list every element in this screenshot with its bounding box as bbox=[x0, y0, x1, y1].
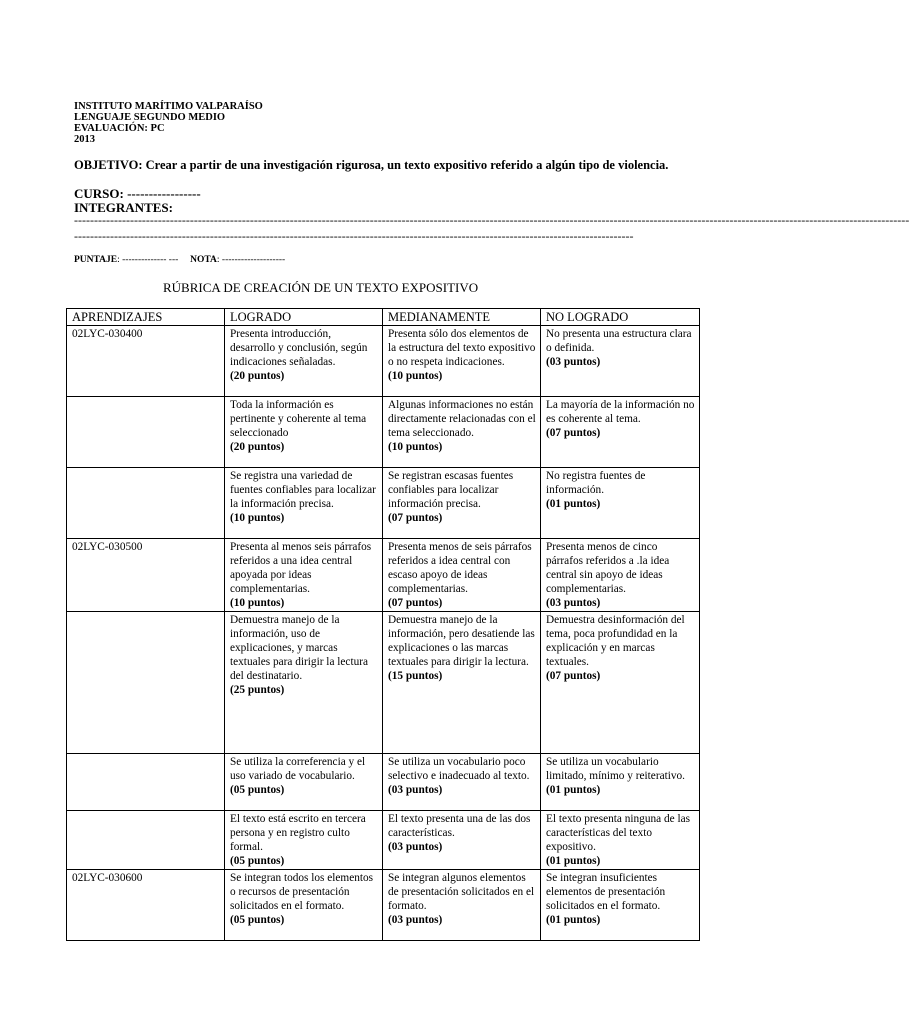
points-label: (03 puntos) bbox=[546, 356, 601, 368]
objective-text: OBJETIVO: Crear a partir de una investigación rigurosa, un texto expositivo referido a algún tipo de violencia. bbox=[74, 158, 669, 172]
criterion-text: Se utiliza un vocabulario poco selectivo e inadecuado al texto. bbox=[388, 756, 530, 782]
logrado-cell bbox=[225, 870, 383, 941]
points-label: (07 puntos) bbox=[546, 427, 601, 439]
no-logrado-cell bbox=[541, 397, 700, 468]
learning-code bbox=[67, 468, 225, 539]
logrado-cell bbox=[225, 754, 383, 811]
criterion-text: Presenta al menos seis párrafos referidos a una idea central apoyada por ideas complementarias. bbox=[230, 541, 372, 595]
integrantes-line-1: ----------------------------------------------------------------------------------------------------------------------------------------------------------------------------------------------------------------- bbox=[74, 213, 909, 227]
table-row bbox=[67, 811, 700, 870]
points-label: (25 puntos) bbox=[230, 684, 285, 696]
no-logrado-cell bbox=[541, 754, 700, 811]
rubric-title: RÚBRICA DE CREACIÓN DE UN TEXTO EXPOSITIVO bbox=[163, 280, 479, 295]
criterion-text: Se integran insuficientes elementos de presentación solicitados en el formato. bbox=[546, 872, 666, 912]
table-header-row bbox=[67, 309, 700, 326]
learning-code: 02LYC-030600 bbox=[67, 870, 225, 941]
year-line: 2013 bbox=[74, 134, 95, 145]
medianamente-cell bbox=[383, 326, 541, 397]
no-logrado-cell bbox=[541, 326, 700, 397]
medianamente-cell bbox=[383, 612, 541, 754]
criterion-text: No registra fuentes de información. bbox=[546, 470, 646, 496]
integrantes-label: INTEGRANTES: bbox=[74, 200, 173, 215]
points-label: (07 puntos) bbox=[546, 670, 601, 682]
table-row bbox=[67, 612, 700, 754]
points-label: (03 puntos) bbox=[388, 841, 443, 853]
score-line bbox=[74, 255, 285, 265]
points-label: (01 puntos) bbox=[546, 855, 601, 867]
no-logrado-cell bbox=[541, 612, 700, 754]
criterion-text: Demuestra manejo de la información, pero desatiende las explicaciones o las marcas textuales para dirigir la lectura. bbox=[388, 614, 535, 668]
criterion-text: Se registran escasas fuentes confiables para localizar información precisa. bbox=[388, 470, 514, 510]
criterion-text: Se integran algunos elementos de presentación solicitados en el formato. bbox=[388, 872, 535, 912]
criterion-text: Toda la información es pertinente y coherente al tema seleccionado bbox=[230, 399, 367, 439]
no-logrado-cell bbox=[541, 811, 700, 870]
subject-line: LENGUAJE SEGUNDO MEDIO bbox=[74, 112, 226, 123]
criterion-text: No presenta una estructura clara o definida. bbox=[546, 328, 692, 354]
logrado-cell bbox=[225, 612, 383, 754]
header-logrado: LOGRADO bbox=[225, 309, 383, 326]
criterion-text: Se utiliza la correferencia y el uso variado de vocabulario. bbox=[230, 756, 366, 782]
nota-blank: : -------------------- bbox=[216, 255, 286, 265]
points-label: (20 puntos) bbox=[230, 441, 285, 453]
criterion-text: Algunas informaciones no están directamente relacionadas con el tema seleccionado. bbox=[388, 399, 536, 439]
points-label: (10 puntos) bbox=[388, 370, 443, 382]
points-label: (20 puntos) bbox=[230, 370, 285, 382]
logrado-cell bbox=[225, 326, 383, 397]
points-label: (01 puntos) bbox=[546, 784, 601, 796]
points-label: (05 puntos) bbox=[230, 855, 285, 867]
medianamente-cell bbox=[383, 870, 541, 941]
no-logrado-cell bbox=[541, 539, 700, 612]
criterion-text: La mayoría de la información no es coherente al tema. bbox=[546, 399, 695, 425]
criterion-text: Se utiliza un vocabulario limitado, mínimo y reiterativo. bbox=[546, 756, 685, 782]
medianamente-cell bbox=[383, 811, 541, 870]
table-row bbox=[67, 326, 700, 397]
table-row bbox=[67, 397, 700, 468]
learning-code bbox=[67, 754, 225, 811]
institution-name: INSTITUTO MARÍTIMO VALPARAÍSO bbox=[74, 101, 263, 112]
no-logrado-cell bbox=[541, 468, 700, 539]
points-label: (10 puntos) bbox=[230, 597, 285, 609]
header-no-logrado: NO LOGRADO bbox=[541, 309, 700, 326]
points-label: (07 puntos) bbox=[388, 512, 443, 524]
criterion-text: Presenta sólo dos elementos de la estructura del texto expositivo o no respeta indicaciones. bbox=[388, 328, 536, 368]
no-logrado-cell bbox=[541, 870, 700, 941]
medianamente-cell bbox=[383, 754, 541, 811]
rubric-table bbox=[66, 308, 700, 941]
points-label: (03 puntos) bbox=[388, 914, 443, 926]
evaluation-line: EVALUACIÓN: PC bbox=[74, 123, 165, 134]
puntaje-blank: : -------------- --- bbox=[117, 255, 179, 265]
criterion-text: Se registra una variedad de fuentes confiables para localizar la información precisa. bbox=[230, 470, 376, 510]
table-row bbox=[67, 754, 700, 811]
learning-code: 02LYC-030500 bbox=[67, 539, 225, 612]
criterion-text: El texto presenta una de las dos características. bbox=[388, 813, 531, 839]
points-label: (01 puntos) bbox=[546, 498, 601, 510]
learning-code bbox=[67, 612, 225, 754]
integrantes-line-2: -------------------------------------------------------------------------------------------------------------------------------------------- bbox=[74, 229, 634, 243]
header-medianamente: MEDIANAMENTE bbox=[383, 309, 541, 326]
points-label: (15 puntos) bbox=[388, 670, 443, 682]
points-label: (07 puntos) bbox=[388, 597, 443, 609]
criterion-text: Demuestra manejo de la información, uso de explicaciones, y marcas textuales para dirigir la lectura del destinatario. bbox=[230, 614, 369, 682]
points-label: (03 puntos) bbox=[388, 784, 443, 796]
table-row bbox=[67, 870, 700, 941]
document-header bbox=[74, 101, 263, 145]
nota-label: NOTA bbox=[190, 255, 217, 265]
points-label: (03 puntos) bbox=[546, 597, 601, 609]
learning-code: 02LYC-030400 bbox=[67, 326, 225, 397]
puntaje-label: PUNTAJE bbox=[74, 255, 118, 265]
table-row bbox=[67, 468, 700, 539]
criterion-text: El texto está escrito en tercera persona y en registro culto formal. bbox=[230, 813, 366, 853]
logrado-cell bbox=[225, 539, 383, 612]
curso-field: CURSO: ----------------- bbox=[74, 186, 201, 201]
logrado-cell bbox=[225, 468, 383, 539]
criterion-text: Presenta introducción, desarrollo y conclusión, según indicaciones señaladas. bbox=[230, 328, 368, 368]
points-label: (10 puntos) bbox=[388, 441, 443, 453]
criterion-text: Demuestra desinformación del tema, poca profundidad en la explicación y en marcas textuales. bbox=[546, 614, 685, 668]
medianamente-cell bbox=[383, 539, 541, 612]
table-row bbox=[67, 539, 700, 612]
learning-code bbox=[67, 811, 225, 870]
points-label: (01 puntos) bbox=[546, 914, 601, 926]
criterion-text: Presenta menos de cinco párrafos referidos a .la idea central sin apoyo de ideas complementarias. bbox=[546, 541, 670, 595]
medianamente-cell bbox=[383, 468, 541, 539]
points-label: (05 puntos) bbox=[230, 914, 285, 926]
points-label: (05 puntos) bbox=[230, 784, 285, 796]
header-aprendizajes: APRENDIZAJES bbox=[67, 309, 225, 326]
criterion-text: Presenta menos de seis párrafos referidos a idea central con escaso apoyo de ideas complementarias. bbox=[388, 541, 532, 595]
criterion-text: El texto presenta ninguna de las características del texto expositivo. bbox=[546, 813, 690, 853]
learning-code bbox=[67, 397, 225, 468]
points-label: (10 puntos) bbox=[230, 512, 285, 524]
logrado-cell bbox=[225, 811, 383, 870]
criterion-text: Se integran todos los elementos o recursos de presentación solicitados en el formato. bbox=[230, 872, 374, 912]
logrado-cell bbox=[225, 397, 383, 468]
medianamente-cell bbox=[383, 397, 541, 468]
